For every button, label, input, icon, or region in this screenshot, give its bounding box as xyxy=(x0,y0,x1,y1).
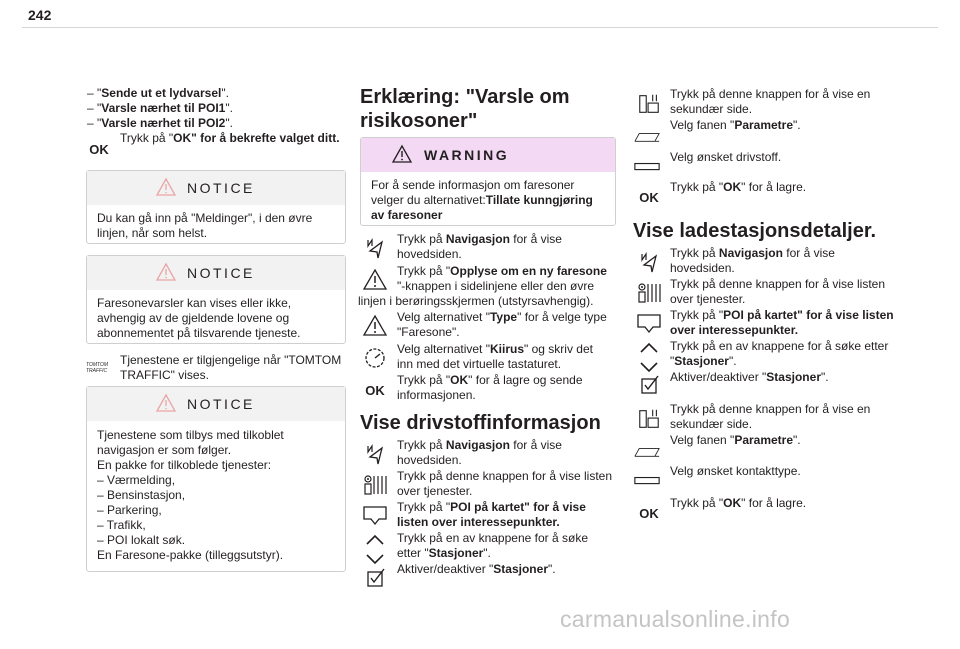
step-text: Trykk på Navigasjon for å vise hovedsiden. xyxy=(397,232,562,261)
speed-gauge-icon xyxy=(362,346,388,370)
step-text: Trykk på en av knappene for å søke etter "Stasjoner". xyxy=(670,339,889,368)
step-text: Velg ønsket kontakttype. xyxy=(670,464,801,478)
top-divider xyxy=(22,27,938,28)
list-item: – "Varsle nærhet til POI1". xyxy=(87,101,233,115)
section-heading: Vise ladestasjonsdetaljer. xyxy=(633,220,877,242)
step-text-continued: "-knappen i sidelinjene eller den øvre linjen i berøringsskjermen (utstyrsavhengig). xyxy=(358,279,595,308)
notice-triangle-icon xyxy=(155,262,177,282)
notice-box xyxy=(86,255,346,344)
notice-text: Du kan gå inn på "Meldinger", i den øvre linjen, når som helst. xyxy=(97,211,313,240)
step-text: Trykk på "OK" for å lagre. xyxy=(670,180,807,194)
notice-line: – Parkering, xyxy=(97,503,162,517)
step-text: Trykk på denne knappen for å vise en sekundær side. xyxy=(670,402,871,431)
notice-text: Faresonevarsler kan vises eller ikke, avhengig av de gjeldende lovene og abonnementet på tilsvarende tjeneste. xyxy=(97,296,301,340)
type-triangle-icon xyxy=(362,314,388,338)
watermark: carmanualsonline.info xyxy=(560,606,791,632)
step-text: Trykk på denne knappen for å vise en sekundær side. xyxy=(670,87,871,116)
notice-line: – POI lokalt søk. xyxy=(97,533,186,547)
step-text: Trykk på denne knappen for å vise listen over tjenester. xyxy=(397,469,613,498)
step-text: Trykk på denne knappen for å vise listen over tjenester. xyxy=(670,277,886,306)
notice-title: NOTICE xyxy=(187,396,255,412)
notice-title: NOTICE xyxy=(187,265,255,281)
section-heading: Erklæring: "Varsle om risikosoner" xyxy=(360,86,570,132)
poi-map-icon xyxy=(362,504,388,528)
step-text: Trykk på Navigasjon for å vise hovedsiden. xyxy=(397,438,562,467)
warning-triangle-icon xyxy=(391,144,413,164)
step-text: Trykk på "POI på kartet" for å vise listen over interessepunkter. xyxy=(670,308,894,337)
notice-triangle-icon xyxy=(155,393,177,413)
navigation-icon xyxy=(362,236,388,260)
ok-icon: OK xyxy=(639,189,659,205)
select-item-icon xyxy=(634,469,660,493)
step-text: Aktiver/deaktiver "Stasjoner". xyxy=(397,562,556,576)
step-text: Trykk på "OK" for å lagre og sende informasjonen. xyxy=(397,373,583,402)
ok-icon: OK xyxy=(365,382,385,398)
notice-line: En Faresone-pakke (tilleggsutstyr). xyxy=(97,548,284,562)
toggle-checkbox-icon xyxy=(362,566,388,590)
services-list-icon xyxy=(636,281,662,305)
list-item: – "Varsle nærhet til POI2". xyxy=(87,116,233,130)
step-text: Trykk på "POI på kartet" for å vise listen over interessepunkter. xyxy=(397,500,586,529)
secondary-page-icon xyxy=(636,92,662,116)
navigation-icon xyxy=(362,442,388,466)
parameters-tab-icon xyxy=(634,125,660,149)
notice-title: NOTICE xyxy=(187,180,255,196)
step-text: Velg alternativet "Kiirus" og skriv det inn med det virtuelle tastaturet. xyxy=(397,342,593,371)
notice-box xyxy=(86,170,346,244)
step-text: Trykk på "OK" for å bekrefte valget ditt. xyxy=(120,131,340,145)
notice-line: Tjenestene som tilbys med tilkoblet navigasjon er som følger. xyxy=(97,428,284,457)
list-item: – "Sende ut et lydvarsel". xyxy=(87,86,229,100)
step-text: Velg ønsket drivstoff. xyxy=(670,150,782,164)
tomtom-traffic-logo: TOMTOM TRAFFIC xyxy=(86,362,109,374)
warning-box xyxy=(360,137,616,226)
page-number: 242 xyxy=(28,7,52,23)
parameters-tab-icon xyxy=(634,440,660,464)
step-text: Velg fanen "Parametre". xyxy=(670,118,801,132)
notice-line: En pakke for tilkoblede tjenester: xyxy=(97,458,272,472)
navigation-icon xyxy=(636,250,662,274)
ok-icon: OK xyxy=(639,505,659,521)
tomtom-text: Tjenestene er tilgjengelige når "TOMTOM TRAFFIC" vises. xyxy=(120,353,342,382)
poi-map-icon xyxy=(636,312,662,336)
ok-icon: OK xyxy=(89,141,109,157)
notice-line: – Værmelding, xyxy=(97,473,176,487)
step-text: Trykk på "OK" for å lagre. xyxy=(670,496,807,510)
step-text: Trykk på "Opplyse om en ny faresone xyxy=(397,264,607,278)
services-list-icon xyxy=(362,473,388,497)
warning-text: For å sende informasjon om faresoner velger du alternativet:Tillate kunngjøring av faresoner xyxy=(371,178,593,222)
notice-line: – Trafikk, xyxy=(97,518,146,532)
warning-title: WARNING xyxy=(424,147,510,163)
secondary-page-icon xyxy=(636,407,662,431)
step-text: Trykk på en av knappene for å søke etter "Stasjoner". xyxy=(397,531,588,560)
notice-line: – Bensinstasjon, xyxy=(97,488,186,502)
step-text: Aktiver/deaktiver "Stasjoner". xyxy=(670,370,829,384)
section-heading: Vise drivstoffinformasjon xyxy=(360,412,601,434)
step-text: Trykk på Navigasjon for å vise hovedsiden. xyxy=(670,246,835,275)
notice-box xyxy=(86,386,346,572)
toggle-checkbox-icon xyxy=(636,373,662,397)
select-item-icon xyxy=(634,155,660,179)
step-text: Velg fanen "Parametre". xyxy=(670,433,801,447)
notice-triangle-icon xyxy=(155,177,177,197)
step-text: Velg alternativet "Type" for å velge type "Faresone". xyxy=(397,310,607,339)
